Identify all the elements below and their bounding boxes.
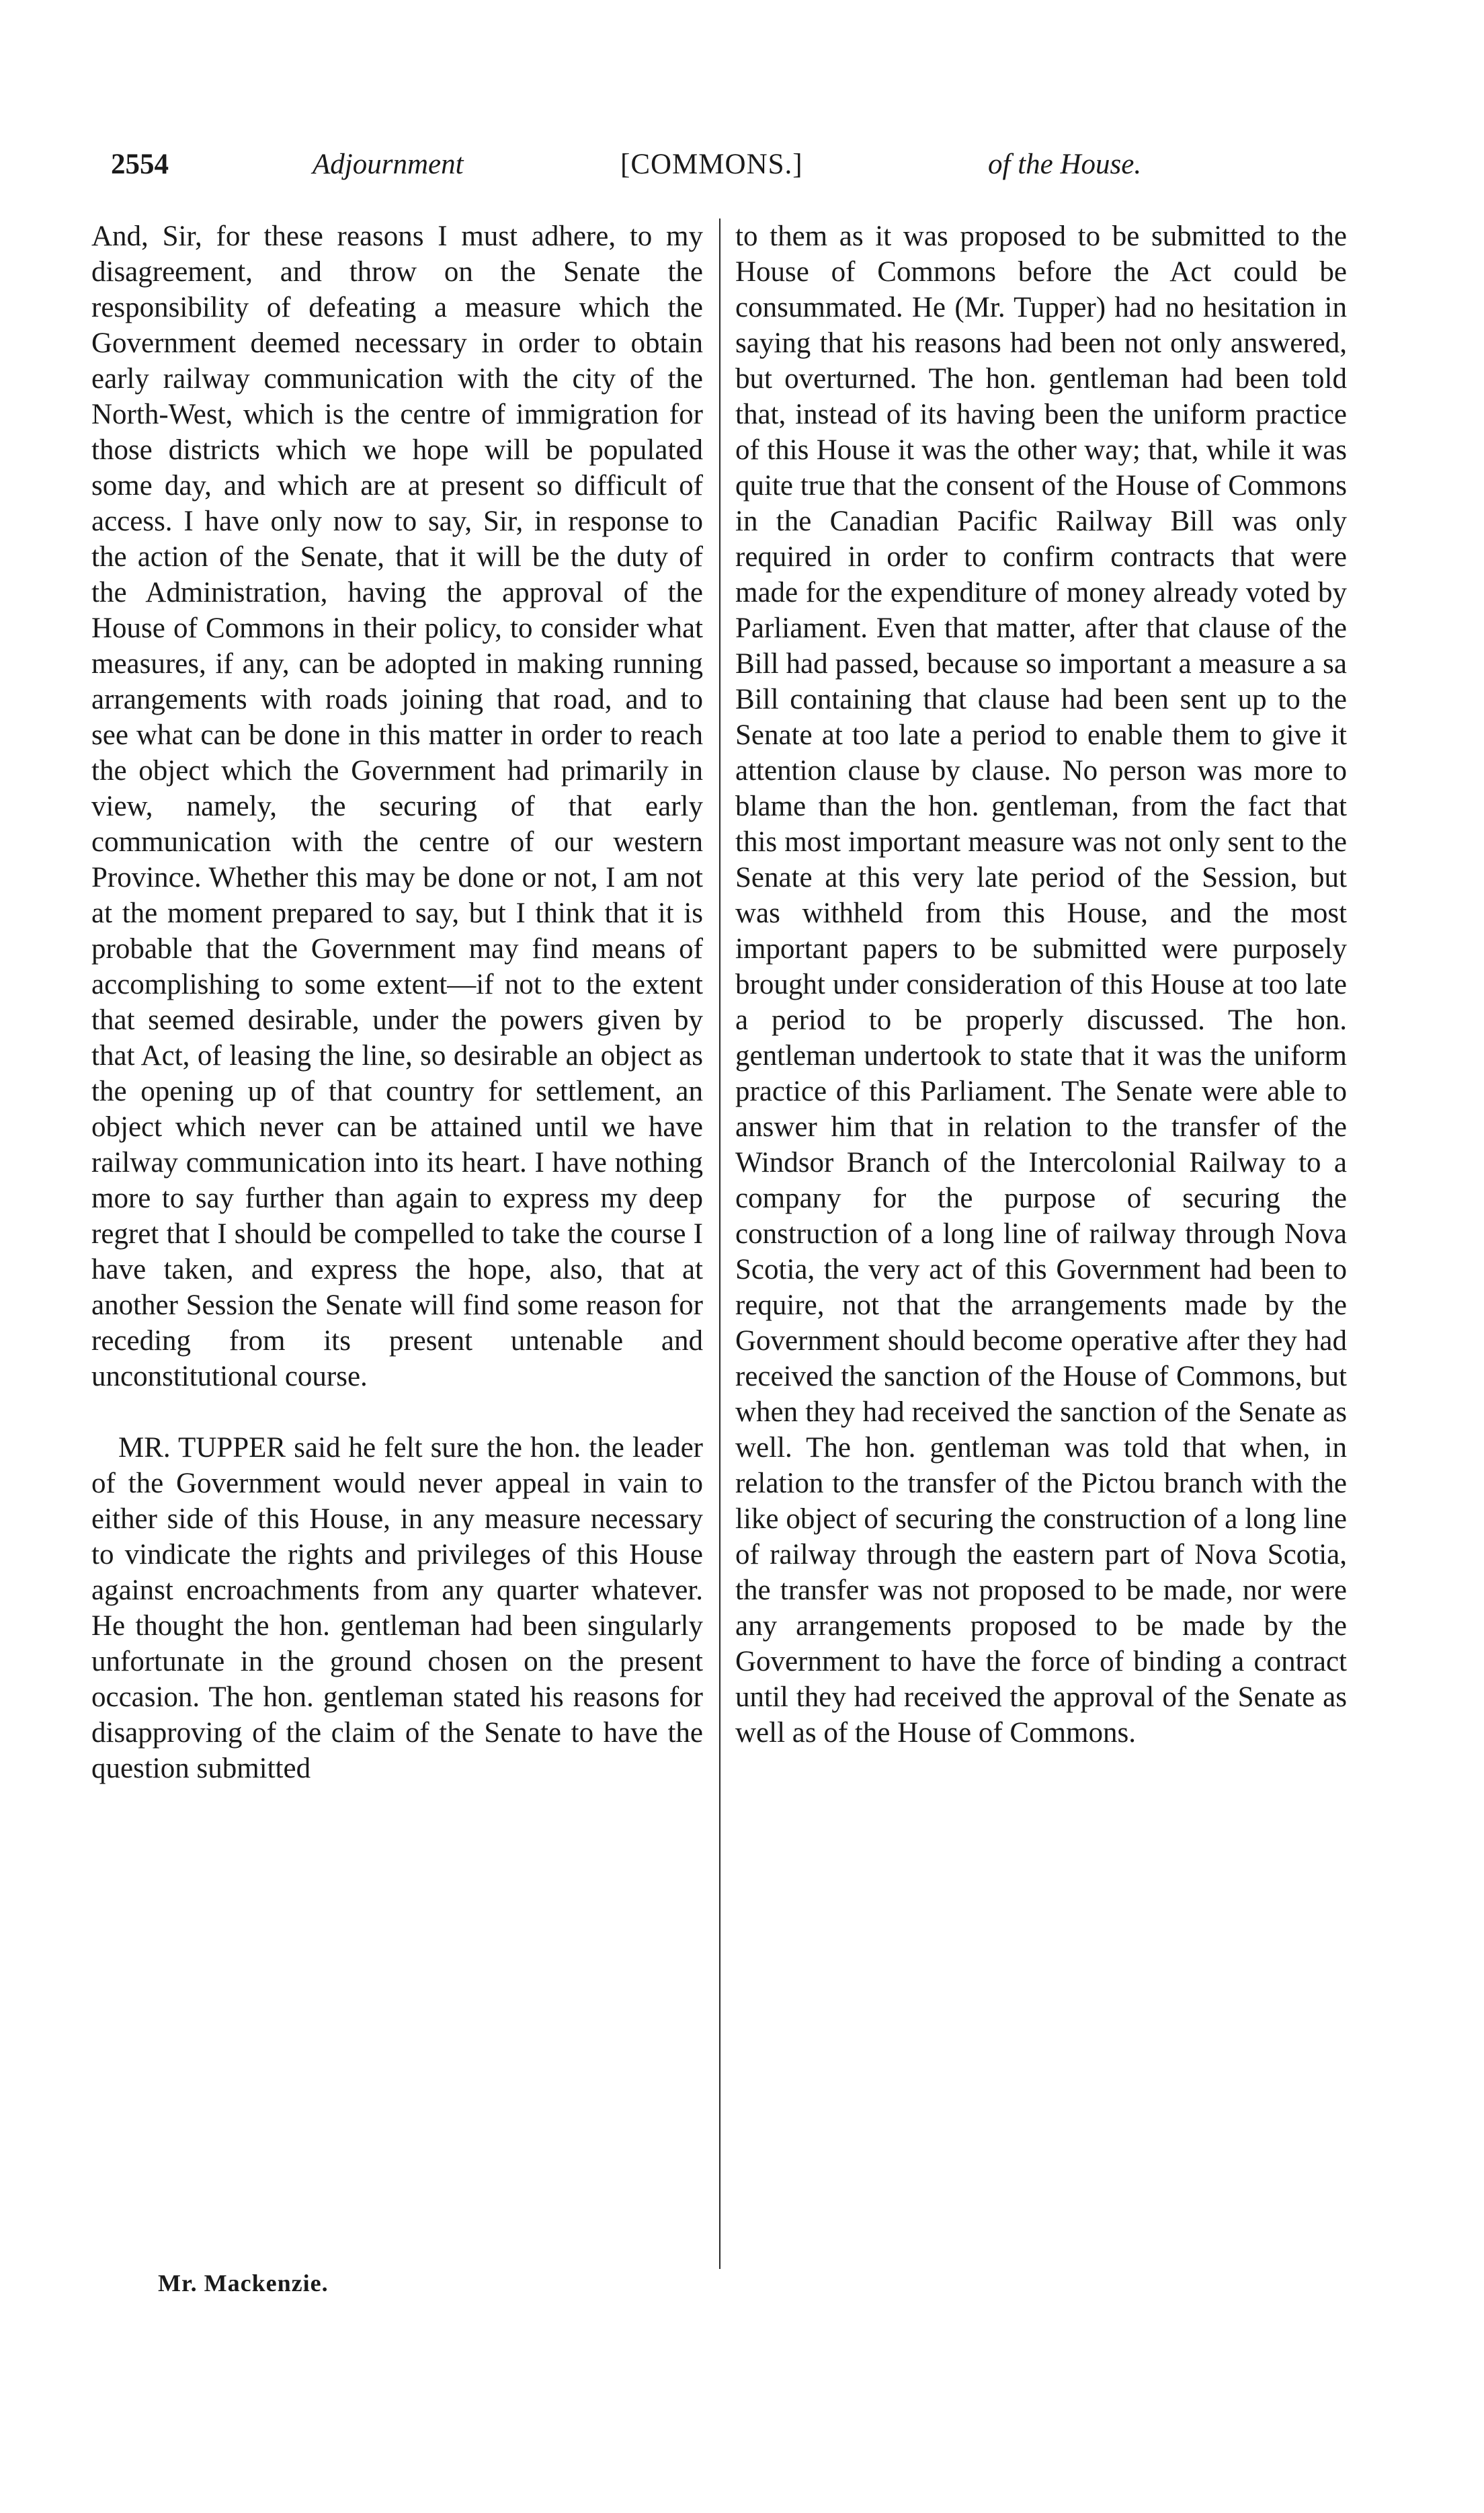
page-number: 2554: [111, 149, 169, 180]
left-paragraph-2: [91, 1430, 703, 1786]
speaker-name: MR. TUPPER: [118, 1432, 286, 1464]
header-left-title: Adjournment: [313, 149, 464, 180]
page-header: [111, 141, 1337, 188]
left-column: [91, 218, 703, 1786]
header-right-title: of the House.: [988, 149, 1142, 180]
left-paragraph-2-text: said he felt sure the hon. the leader of the Government would never appeal in vain to either side of this House, in any measure necessary to vindicate the rights and privileges of this House against encroachments from any quarter whatever. He thought the hon. gentleman had been singularly unfortunate in the ground chosen on the present occasion. The hon. gentleman stated his reasons for disapproving of the claim of the Senate to have the question submitted: [91, 1432, 703, 1784]
left-paragraph-1: And, Sir, for these reasons I must adhere, to my disagreement, and throw on the Senate the responsibility of defeating a measure which the Government deemed necessary in order to obtain early railway communication with the city of the North-West, which is the centre of immigration for those districts which we hope will be populated some day, and which are at present so difficult of access. I have only now to say, Sir, in response to the action of the Senate, that it will be the duty of the Administration, having the approval of the House of Commons in their policy, to consider what measures, if any, can be adopted in making running arrangements with roads joining that road, and to see what can be done in this matter in order to reach the object which the Government had primarily in view, namely, the securing of that early communication with the centre of our western Province. Whether this may be done or not, I am not at the moment prepared to say, but I think that it is probable that the Government may find means of accomplishing to some extent—if not to the extent that seemed desirable, under the powers given by that Act, of leasing the line, so desirable an object as the opening up of that country for settlement, an object which never can be attained until we have railway communication into its heart. I have nothing more to say further than again to express my deep regret that I should be compelled to take the course I have taken, and express the hope, also, that at another Session the Senate will find some reason for receding from its present untenable and unconstitutional course.: [91, 221, 703, 1392]
header-center-title: [COMMONS.]: [620, 149, 803, 180]
running-footer: Mr. Mackenzie.: [158, 2270, 329, 2297]
right-paragraph-1: to them as it was proposed to be submitted to the House of Commons before the Act could be consummated. He (Mr. Tupper) had no hesitation in saying that his reasons had been not only answered, but overturned. The hon. gentleman had been told that, instead of its having been the uniform practice of this House it was the other way; that, while it was quite true that the consent of the House of Commons in the Canadian Pacific Railway Bill was only required in order to confirm contracts that were made for the expenditure of money already voted by Parliament. Even that matter, after that clause of the Bill had passed, because so important a measure a sa Bill containing that clause had been sent up to the Senate at too late a period to enable them to give it attention clause by clause. No person was more to blame than the hon. gentleman, from the fact that this most important measure was not only sent to the Senate at this very late period of the Session, but was withheld from this House, and the most important papers to be submitted were purposely brought under consideration of this House at too late a period to be properly discussed. The hon. gentleman undertook to state that it was the uniform practice of this Parliament. The Senate were able to answer him that in relation to the transfer of the Windsor Branch of the Intercolonial Railway to a company for the purpose of securing the construction of a long line of railway through Nova Scotia, the very act of this Government had been to require, not that the arrangements made by the Government should become operative after they had received the sanction of the House of Commons, but when they had received the sanction of the Senate as well. The hon. gentleman was told that when, in relation to the transfer of the Pictou branch with the like object of securing the construction of a long line of railway through the eastern part of Nova Scotia, the transfer was not proposed to be made, nor were any arrangements proposed to be made by the Government to have the force of binding a contract until they had received the approval of the Senate as well as of the House of Commons.: [735, 221, 1347, 1749]
right-column: [735, 218, 1347, 1751]
column-divider: [719, 218, 720, 2269]
